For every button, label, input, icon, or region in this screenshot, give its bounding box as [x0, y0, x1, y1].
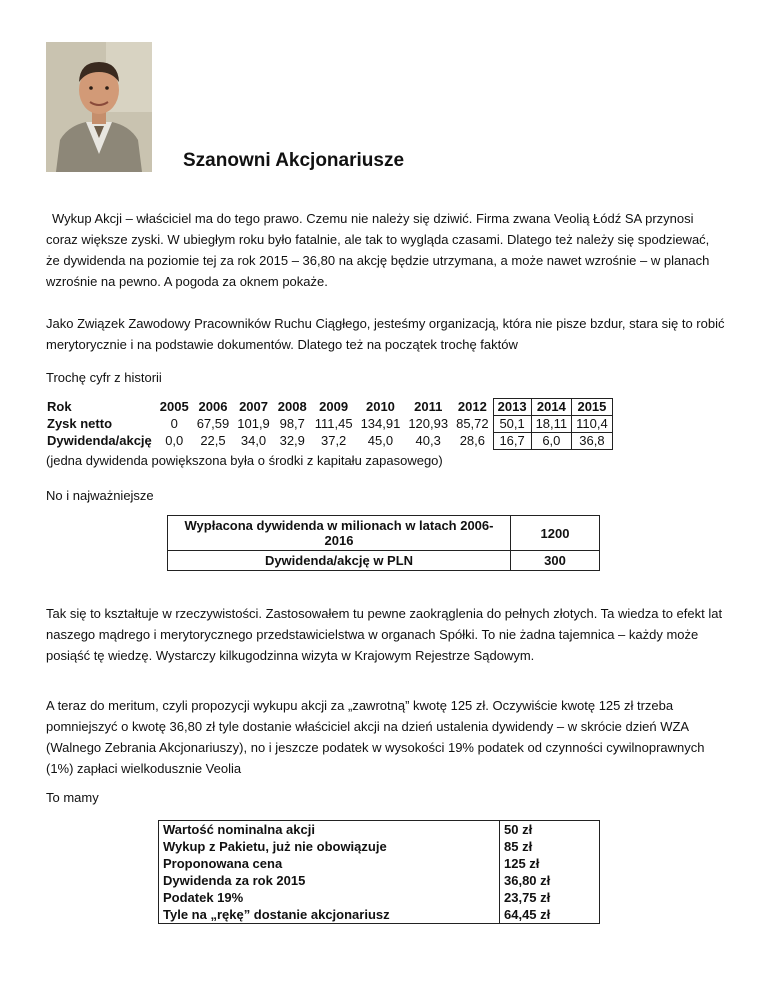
table-cell: 85,72 [456, 416, 489, 431]
table-cell: 36,80 zł [500, 872, 600, 889]
table-cell: 16,7 [493, 433, 531, 450]
table-row [46, 416, 612, 433]
table-cell: 40,3 [415, 433, 441, 448]
table-cell: 2013 [493, 399, 531, 416]
page-title: Szanowni Akcjonariusze [183, 150, 405, 171]
table-cell: 50 zł [500, 821, 600, 839]
table-cell: 0 [170, 416, 178, 431]
table-cell: 45,0 [367, 433, 394, 448]
table-cell: Wykup z Pakietu, już nie obowiązuje [159, 838, 500, 855]
table-row [168, 551, 600, 571]
table-row [159, 889, 600, 906]
table-cell: Wartość nominalna akcji [159, 821, 500, 839]
table-cell: 2007 [239, 399, 268, 414]
table-cell: 2015 [572, 399, 613, 416]
table-cell: 120,93 [408, 416, 449, 431]
summary-heading: To mamy [46, 790, 99, 805]
table-row [168, 516, 600, 551]
table-cell: Dywidenda/akcję w PLN [168, 551, 511, 571]
table-cell: 0,0 [165, 433, 184, 448]
table-cell: Tyle na „rękę” dostanie akcjonariusz [159, 906, 500, 924]
table-cell: 67,59 [196, 416, 230, 431]
reality-paragraph: Tak się to kształtuje w rzeczywistości. Zastosowałem tu pewne zaokrąglenia do pełnych złotych. Ta wiedza to efekt lat naszego mądrego i merytorycznego przedstawicielstwa w organach Spółki. To nie żadna tajemnica – każdy może posiąść tę wiedzę. Wystarczy kilkugodzinna wizyta w Krajowym Rejestrze Sądowym. [46, 606, 723, 663]
table-cell: Dywidenda za rok 2015 [159, 872, 500, 889]
row-label: Zysk netto [47, 416, 113, 431]
table-cell: 2009 [319, 399, 349, 414]
union-paragraph: Jako Związek Zawodowy Pracowników Ruchu Ciągłego, jesteśmy organizacją, która nie pisze bzdur, stara się to robić merytorycznie i na podstawie dokumentów. Dlatego też na początek trochę faktów [46, 316, 725, 352]
table-cell: 2012 [457, 399, 487, 414]
table-row [46, 433, 612, 450]
table-cell: 23,75 zł [500, 889, 600, 906]
table-row [159, 838, 600, 855]
row-label: Dywidenda/akcję [47, 433, 152, 448]
table-cell: 22,5 [200, 433, 226, 448]
author-photo [46, 42, 152, 172]
table-cell: 101,9 [237, 416, 270, 431]
table-cell: 34,0 [240, 433, 267, 448]
table-cell: 2006 [198, 399, 228, 414]
table-cell: 18,11 [531, 416, 572, 433]
row-label: Rok [47, 399, 72, 414]
table-cell: 98,7 [279, 416, 305, 431]
table-cell: 36,8 [572, 433, 613, 450]
table-row [159, 872, 600, 889]
table-row [159, 855, 600, 872]
table-cell: 28,6 [459, 433, 486, 448]
table-cell: Proponowana cena [159, 855, 500, 872]
table-row [159, 906, 600, 924]
table-cell: 2014 [531, 399, 572, 416]
table-cell: 1200 [511, 516, 600, 551]
table-cell: 300 [511, 551, 600, 571]
table-cell: 32,9 [279, 433, 305, 448]
dividend-summary-table [167, 515, 600, 571]
share-value-table [158, 820, 600, 924]
history-note: (jedna dywidenda powiększona była o środki z kapitału zapasowego) [46, 453, 443, 468]
table-cell: 6,0 [531, 433, 572, 450]
intro-paragraph: Wykup Akcji – właściciel ma do tego prawo. Czemu nie należy się dziwić. Firma zwana Veolią Łódź SA przynosi coraz większe zyski. W ubiegłym roku było fatalnie, ale tak to wygląda czasami. Dlatego też należy się spodziewać, że dywidenda na poziomie tej za rok 2015 – 36,80 na akcję będzie utrzymana, a może nawet wzrośnie – w planach wzrośnie na pewno. A pogoda za oknem pokaże. [46, 211, 710, 289]
table-cell: 85 zł [500, 838, 600, 855]
table-cell: 2008 [277, 399, 307, 414]
table-row [46, 399, 612, 416]
table-cell: 125 zł [500, 855, 600, 872]
history-table [46, 398, 613, 450]
table-cell: 2010 [365, 399, 395, 414]
table-row [159, 821, 600, 839]
table-cell: 111,45 [314, 416, 353, 431]
history-heading: Trochę cyfr z historii [46, 370, 162, 385]
table-cell: 2011 [414, 399, 443, 414]
portrait-image [46, 42, 152, 172]
table-cell: 37,2 [320, 433, 347, 448]
table-cell: 134,91 [360, 416, 401, 431]
table-cell: 110,4 [572, 416, 613, 433]
table-cell: 50,1 [493, 416, 531, 433]
table-cell: 64,45 zł [500, 906, 600, 924]
table-cell: 2005 [159, 399, 189, 414]
table-cell: Podatek 19% [159, 889, 500, 906]
table-cell: Wypłacona dywidenda w milionach w latach 2006-2016 [168, 516, 511, 551]
important-heading: No i najważniejsze [46, 488, 154, 503]
buyout-paragraph: A teraz do meritum, czyli propozycji wykupu akcji za „zawrotną” kwotę 125 zł. Oczywiście kwotę 125 zł trzeba pomniejszyć o kwotę 36,80 zł tyle dostanie właściciel akcji na dzień ustalenia dywidendy – w skrócie dzień WZA (Walnego Zebrania Akcjonariuszy), no i jeszcze podatek w wysokości 19% podatek od czynności cywilnoprawnych (1%) zapłaci wielkodusznie Veolia [46, 698, 705, 776]
